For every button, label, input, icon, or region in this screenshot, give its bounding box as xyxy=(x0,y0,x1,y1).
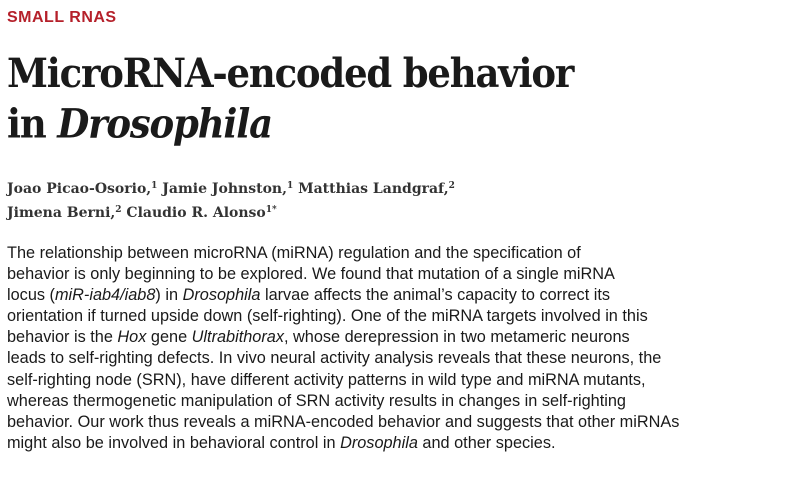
abstract-italic-term: miR-iab4/iab8 xyxy=(54,286,156,305)
article-title xyxy=(7,48,573,150)
abstract-italic-term: Drosophila xyxy=(340,433,418,452)
abstract-text: ) in xyxy=(155,286,183,305)
author-name: Jamie Johnston, xyxy=(162,181,287,197)
abstract-text: might also be involved in behavioral control in xyxy=(7,433,341,452)
abstract-text: behavior is the xyxy=(7,328,118,347)
abstract-text: whereas thermogenetic manipulation of SRN activity results in changes in self-righting xyxy=(7,391,626,410)
abstract-text: The relationship between microRNA (miRNA) regulation and the specification of xyxy=(7,244,581,262)
affiliation-marker: 1 xyxy=(286,181,294,191)
abstract-text: larvae affects the animal’s capacity to correct its xyxy=(260,286,611,305)
abstract-text: leads to self-righting defects. In vivo neural activity analysis reveals that these neurons, the xyxy=(7,349,662,368)
abstract-italic-term: Hox xyxy=(117,328,147,347)
abstract-italic-term: Drosophila xyxy=(182,286,261,305)
affiliation-marker: 1 xyxy=(151,181,158,191)
affiliation-marker: 1* xyxy=(265,205,277,215)
abstract-line xyxy=(7,327,772,348)
author-name: Jimena Berni, xyxy=(7,205,116,221)
abstract-line xyxy=(7,433,772,454)
abstract-text: , whose derepression in two metameric neurons xyxy=(283,328,630,347)
abstract-text: behavior is only beginning to be explored. We found that mutation of a single miRNA xyxy=(7,265,615,284)
title-line-2-prefix: in xyxy=(7,99,58,148)
abstract-line xyxy=(7,391,772,412)
title-line-1: MicroRNA-encoded behavior xyxy=(7,49,574,97)
author-name: Claudio R. Alonso xyxy=(126,205,266,221)
author-name: Joao Picao-Osorio, xyxy=(7,181,152,197)
author-list xyxy=(7,177,607,225)
abstract-line xyxy=(7,370,772,391)
abstract-line xyxy=(7,264,772,285)
affiliation-marker: 2 xyxy=(115,205,122,215)
abstract-line xyxy=(7,285,772,306)
affiliation-marker: 2 xyxy=(448,181,455,191)
abstract-text: locus ( xyxy=(7,286,55,305)
abstract-text: gene xyxy=(146,328,192,347)
abstract-text: orientation if turned upside down (self-righting). One of the miRNA targets involved in this xyxy=(7,307,648,326)
abstract-italic-term: Ultrabithorax xyxy=(191,328,284,347)
section-label: SMALL RNAS xyxy=(7,9,117,26)
abstract-line xyxy=(7,412,772,433)
abstract-text: behavior. Our work thus reveals a miRNA-encoded behavior and suggests that other miRNAs xyxy=(7,412,680,431)
author-name: Matthias Landgraf, xyxy=(298,181,449,197)
abstract xyxy=(7,243,772,454)
abstract-line xyxy=(7,243,772,264)
abstract-text: and other species. xyxy=(417,433,556,452)
abstract-text: self-righting node (SRN), have different activity patterns in wild type and miRNA mutants, xyxy=(7,370,646,389)
abstract-line xyxy=(7,306,772,327)
title-line-2-italic: Drosophila xyxy=(57,99,272,148)
abstract-line xyxy=(7,348,772,369)
